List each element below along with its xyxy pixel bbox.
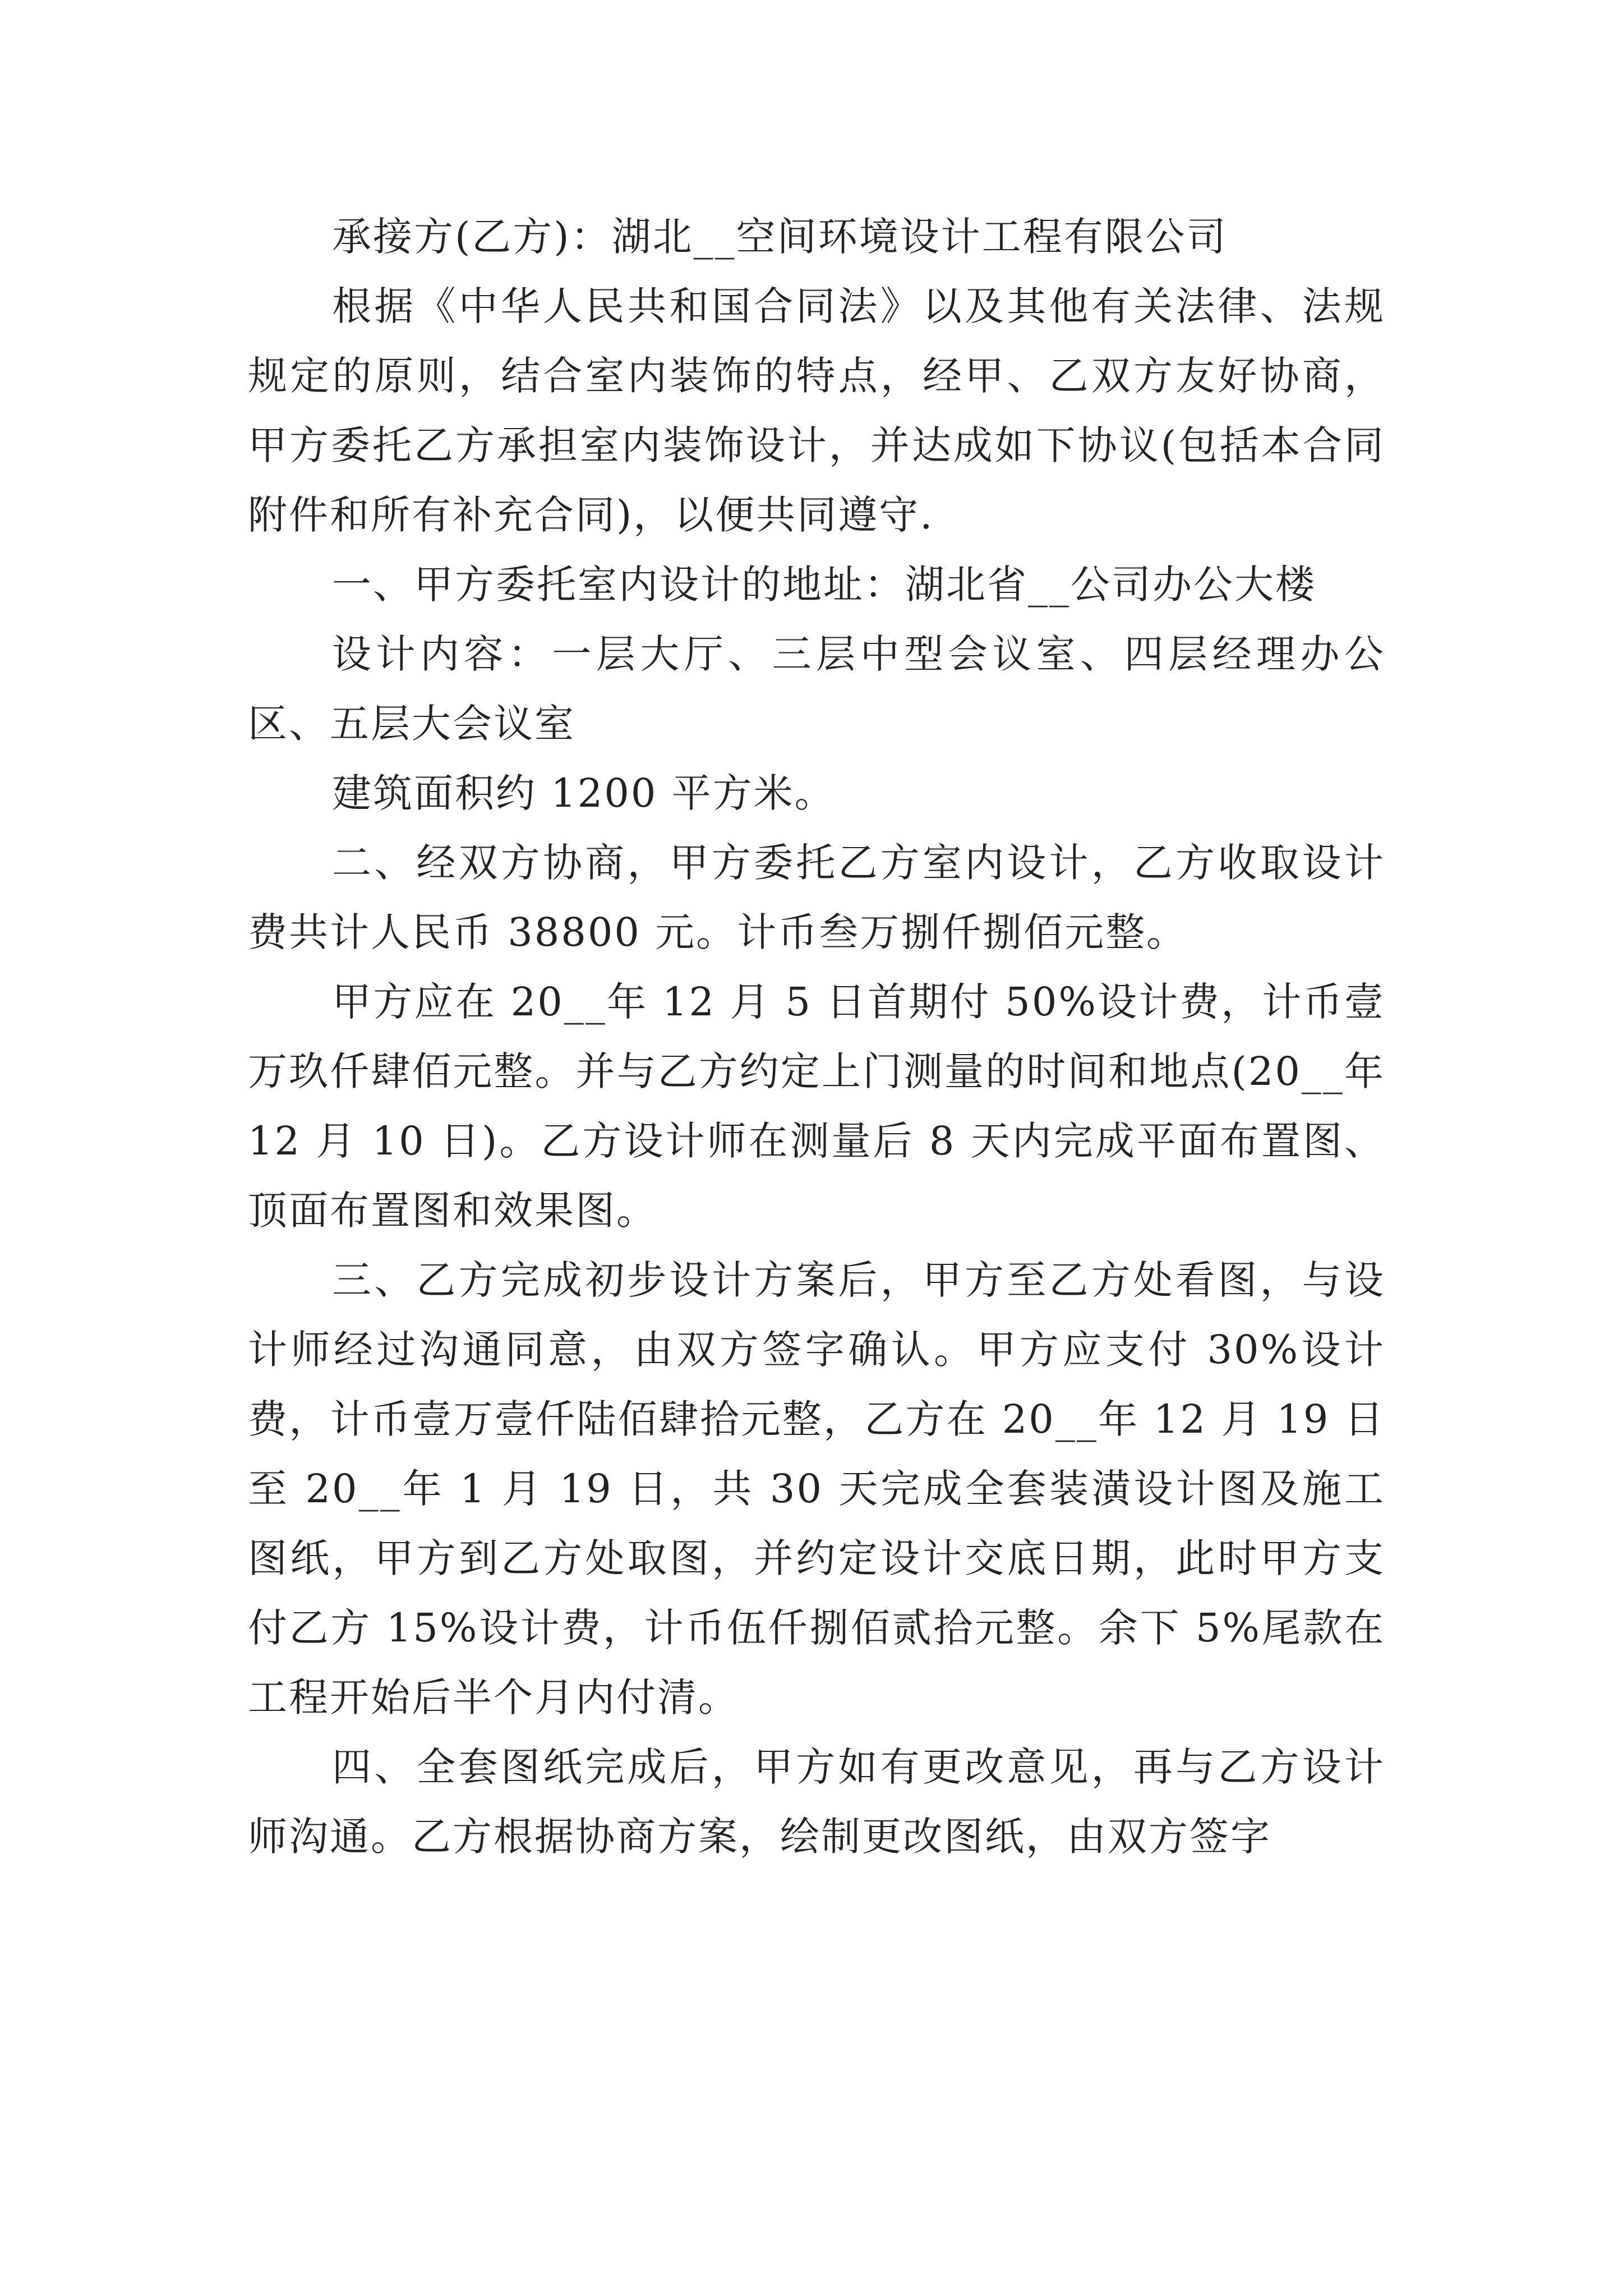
clause-3-payment: 三、乙方完成初步设计方案后，甲方至乙方处看图，与设计师经过沟通同意，由双方签字确认。甲方应支付 30%设计费，计币壹万壹仟陆佰肆拾元整，乙方在 20__年 12 月 19 日至 20__年 1 月 19 日，共 30 天完成全套装潢设计图及施工图纸，甲方到乙方处取图，并约定设计交底日期，此时甲方支付乙方 15%设计费，计币伍仟捌佰贰拾元整。余下 5%尾款在工程开始后半个月内付清。 (248, 1257, 1385, 1720)
building-area-paragraph: 建筑面积约 1200 平方米。 (332, 770, 836, 816)
clause-1-address: 一、甲方委托室内设计的地址：湖北省__公司办公大楼 (332, 562, 1316, 608)
contract-body (248, 202, 1385, 1871)
preamble-paragraph: 根据《中华人民共和国合同法》以及其他有关法律、法规规定的原则，结合室内装饰的特点，经甲、乙双方友好协商，甲方委托乙方承担室内装饰设计，并达成如下协议(包括本合同附件和所有补充合同)，以便共同遵守. (248, 283, 1385, 538)
contractor-line: 承接方(乙方)：湖北__空间环境设计工程有限公司 (332, 214, 1228, 260)
design-content-paragraph: 设计内容：一层大厅、三层中型会议室、四层经理办公区、五层大会议室 (248, 631, 1385, 747)
clause-4-changes: 四、全套图纸完成后，甲方如有更改意见，再与乙方设计师沟通。乙方根据协商方案，绘制更改图纸，由双方签字 (248, 1744, 1385, 1860)
clause-2-fee: 二、经双方协商，甲方委托乙方室内设计，乙方收取设计费共计人民币 38800 元。计币叁万捌仟捌佰元整。 (248, 840, 1385, 955)
first-payment-paragraph: 甲方应在 20__年 12 月 5 日首期付 50%设计费，计币壹万玖仟肆佰元整。并与乙方约定上门测量的时间和地点(20__年 12 月 10 日)。乙方设计师在测量后 8 天内完成平面布置图、顶面布置图和效果图。 (248, 979, 1385, 1234)
